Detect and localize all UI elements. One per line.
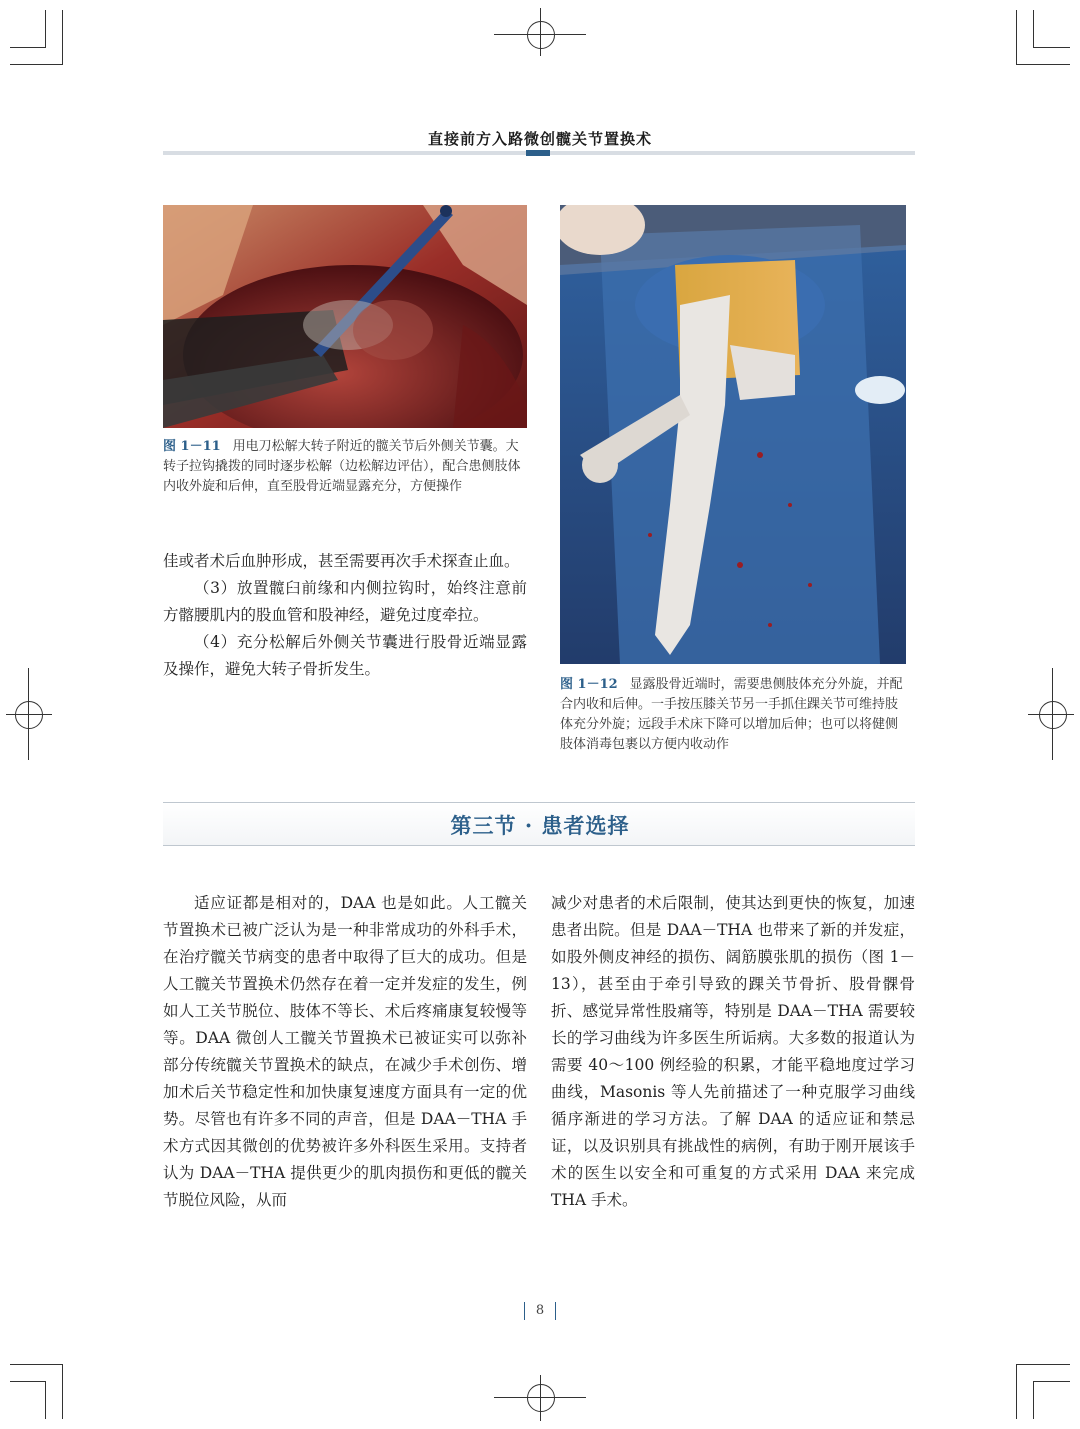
crop-mark [62, 1364, 63, 1419]
crop-mark [1016, 1364, 1017, 1419]
left-paragraph-2: （3）放置髋臼前缘和内侧拉钩时，始终注意前方髂腰肌内的股血管和股神经，避免过度牵拉。 [163, 579, 527, 624]
header-accent [526, 150, 550, 156]
section-body-right [551, 890, 915, 1214]
positioned-limb-illustration [560, 205, 906, 664]
figure-1-12-number: 图 1－12 [560, 677, 618, 692]
surgical-field-illustration [163, 205, 527, 428]
crop-mark [62, 10, 63, 65]
page-number: 8 [535, 1303, 545, 1318]
section-rule-top [163, 802, 915, 803]
figure-1-12-photo [560, 205, 906, 664]
section-right-paragraph: 减少对患者的术后限制，使其达到更快的恢复，加速患者出院。但是 DAA－THA 也带来了新的并发症，如股外侧皮神经的损伤、阔筋膜张肌的损伤（图 1－13），甚至由于牵引导致的踝关节骨折、股骨髁骨折、感觉异常性股痛等，特别是 DAA－THA 需要较长的学习曲线为许多医生所诟病。大多数的报道认为需要 40～100 例经验的积累，才能平稳地度过学习曲线，Masonis 等人先前描述了一种克服学习曲线循序渐进的学习方法。了解 DAA 的适应证和禁忌证，以及识别具有挑战性的病例，有助于刚开展该手术的医生以安全和可重复的方式采用 DAA 来完成 THA 手术。 [551, 894, 915, 1209]
crop-mark [1033, 10, 1034, 48]
registration-mark-top [527, 21, 555, 49]
figure-1-12-text: 显露股骨近端时，需要患侧肢体充分外旋，并配合内收和后伸。一手按压膝关节另一手抓住踝关节可维持肢体充分外旋；远段手术床下降可以增加后伸；也可以将健侧肢体消毒包裹以方便内收动作 [560, 677, 903, 752]
crop-mark [1016, 1364, 1070, 1365]
registration-mark-left [15, 701, 43, 729]
crop-mark [45, 1381, 46, 1419]
crop-mark [1016, 10, 1017, 65]
section-left-paragraph: 适应证都是相对的，DAA 也是如此。人工髋关节置换术已被广泛认为是一种非常成功的外科手术，在治疗髋关节病变的患者中取得了巨大的成功。但是人工髋关节置换术仍然存在着一定并发症的发生，例如人工关节脱位、肢体不等长、术后疼痛康复较慢等等。DAA 微创人工髋关节置换术已被证实可以弥补部分传统髋关节置换术的缺点，在减少手术创伤、增加术后关节稳定性和加快康复速度方面具有一定的优势。尽管也有许多不同的声音，但是 DAA－THA 手术方式因其微创的优势被许多外科医生采用。支持者认为 DAA－THA 提供更少的肌肉损伤和更低的髋关节脱位风险，从而 [163, 894, 527, 1209]
section-rule-bottom [163, 845, 915, 846]
left-paragraph-1: 佳或者术后血肿形成，甚至需要再次手术探查止血。 [163, 552, 520, 570]
figure-1-12-caption [560, 675, 906, 755]
crop-mark [10, 1381, 46, 1382]
crop-mark [1016, 64, 1070, 65]
figure-1-11-number: 图 1－11 [163, 439, 221, 454]
section-body-left [163, 890, 527, 1214]
crop-mark [1033, 1381, 1070, 1382]
section-title: 第三节 · 患者选择 [450, 813, 630, 838]
figure-1-11-caption [163, 437, 527, 497]
crop-mark [1033, 47, 1070, 48]
figure-1-11-text: 用电刀松解大转子附近的髋关节后外侧关节囊。大转子拉钩撬拨的同时逐步松解（边松解边评估），配合患侧肢体内收外旋和后伸，直至股骨近端显露充分，方便操作 [163, 439, 521, 494]
crop-mark [1033, 1381, 1034, 1419]
crop-mark [10, 47, 46, 48]
page-number-bar-right [555, 1302, 556, 1320]
running-header-title: 直接前方入路微创髋关节置换术 [427, 130, 652, 148]
left-paragraph-3: （4）充分松解后外侧关节囊进行股骨近端显露及操作，避免大转子骨折发生。 [163, 633, 527, 678]
registration-mark-bottom [527, 1384, 555, 1412]
crop-mark [10, 64, 63, 65]
crop-mark [10, 1364, 63, 1365]
registration-mark-right [1039, 701, 1067, 729]
crop-mark [45, 10, 46, 48]
left-column-text [163, 548, 527, 683]
figure-1-11-photo [163, 205, 527, 428]
